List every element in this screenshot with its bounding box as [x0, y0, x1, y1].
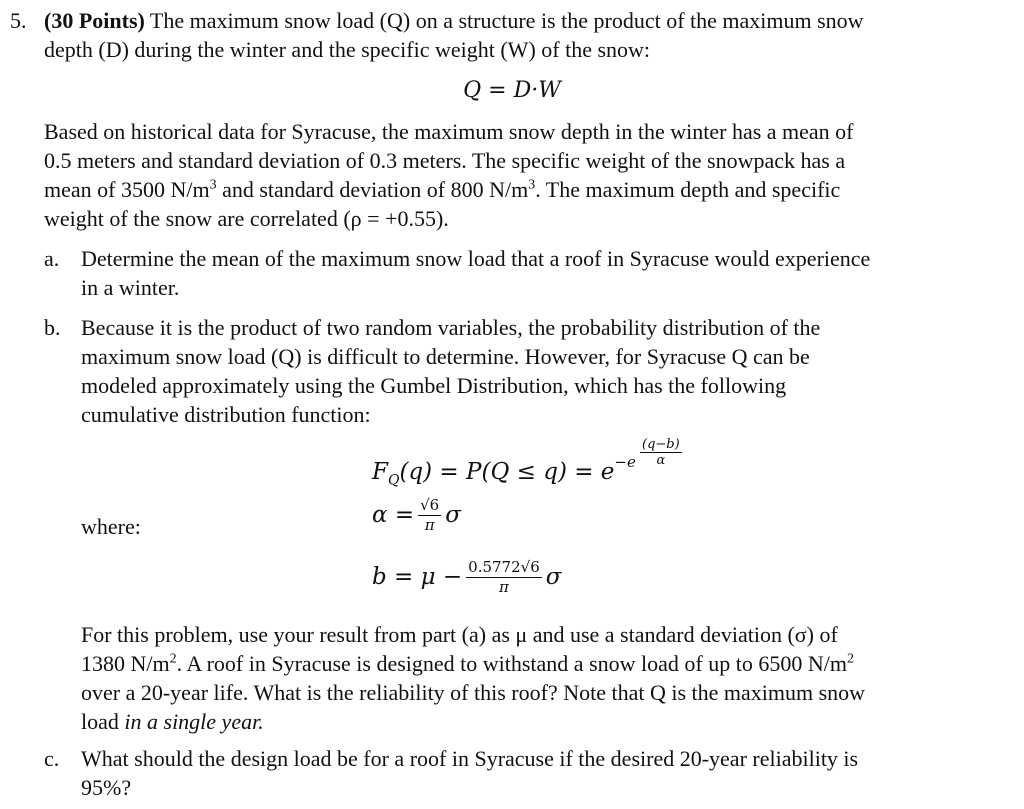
followup-line-3: over a 20-year life. What is the reliability of this roof? Note that Q is the maximum snow: [81, 680, 866, 705]
exponent-2b: 2: [846, 651, 854, 667]
b-rhs: σ: [545, 564, 562, 590]
alpha-denominator: π: [424, 516, 435, 534]
part-b-line-3: modeled approximately using the Gumbel Distribution, which has the following: [81, 373, 787, 398]
background-line-2: 0.5 meters and standard deviation of 0.3 meters. The specific weight of the snowpack has a: [44, 148, 846, 173]
intro-line-2: depth (D) during the winter and the specific weight (W) of the snow:: [44, 37, 651, 62]
followup-line-1: For this problem, use your result from part (a) as μ and use a standard deviation (σ) of: [81, 622, 838, 647]
part-b-line-2: maximum snow load (Q) is difficult to determine. However, for Syracuse Q can be: [81, 344, 810, 369]
part-c-text: [81, 744, 981, 802]
part-c-line-2: 95%?: [81, 775, 132, 800]
question-intro: [44, 6, 974, 64]
part-c-line-1: What should the design load be for a roof in Syracuse if the desired 20-year reliability is: [81, 746, 859, 771]
part-b-text: [81, 313, 981, 429]
background-line-3: [44, 175, 974, 204]
cdf-equation: [372, 453, 636, 496]
main-equation: Q = D·W: [463, 78, 561, 103]
cdf-exponent: −e: [614, 453, 636, 471]
part-a-line-2: in a winter.: [81, 275, 180, 300]
b-equation: [372, 560, 561, 595]
alpha-fraction: [418, 498, 441, 533]
followup-line2a: 1380 N/m: [81, 651, 170, 676]
points-label: (30 Points): [44, 8, 145, 33]
part-b-line-4: cumulative distribution function:: [81, 402, 371, 427]
part-b-label: b.: [44, 315, 61, 340]
exponent-3b: 3: [528, 177, 536, 193]
part-a-text: [81, 244, 981, 302]
followup-line-4: [81, 707, 981, 736]
part-b-followup: [81, 620, 981, 736]
cdf-exponent-fraction: [640, 438, 682, 467]
followup-line4a: load: [81, 709, 125, 734]
where-label: where:: [81, 514, 141, 539]
followup-line-2: [81, 649, 981, 678]
part-b-line-1: Because it is the product of two random variables, the probability distribution of the: [81, 315, 821, 340]
intro-text-1: The maximum snow load (Q) on a structure is the product of the maximum snow: [144, 8, 864, 33]
question-number: 5.: [10, 8, 27, 33]
background-line-1: Based on historical data for Syracuse, the maximum snow depth in the winter has a mean of: [44, 119, 854, 144]
bg-line3b: and standard deviation of 800 N/m: [216, 177, 529, 202]
exponent-2a: 2: [169, 651, 177, 667]
alpha-lhs: α =: [372, 502, 415, 528]
b-lhs: b = μ −: [372, 564, 463, 590]
b-fraction: [466, 560, 542, 595]
cdf-middle: (q) = P(Q ≤ q) = e: [399, 459, 615, 485]
cdf-frac-numerator: (q−b): [642, 437, 680, 452]
part-a-label: a.: [44, 246, 60, 271]
alpha-numerator: √6: [420, 496, 440, 514]
cdf-F: F: [372, 459, 388, 485]
part-a-line-1: Determine the mean of the maximum snow load that a roof in Syracuse would experience: [81, 246, 871, 271]
bg-line3c: . The maximum depth and specific: [535, 177, 841, 202]
intro-line-1: [44, 6, 974, 35]
exponent-3a: 3: [209, 177, 217, 193]
b-denominator: π: [499, 578, 509, 596]
background-paragraph: [44, 117, 974, 233]
b-numerator: 0.5772√6: [468, 558, 540, 576]
followup-line4b: in a single year.: [124, 709, 264, 734]
background-line-4: weight of the snow are correlated (ρ = +0.55).: [44, 206, 449, 231]
part-c-label: c.: [44, 746, 60, 771]
cdf-subscript: Q: [387, 472, 400, 489]
alpha-equation: [372, 498, 461, 533]
cdf-frac-denominator: α: [656, 453, 666, 468]
followup-line2b: . A roof in Syracuse is designed to withstand a snow load of up to 6500 N/m: [176, 651, 847, 676]
bg-line3a: mean of 3500 N/m: [44, 177, 210, 202]
alpha-rhs: σ: [445, 502, 461, 528]
